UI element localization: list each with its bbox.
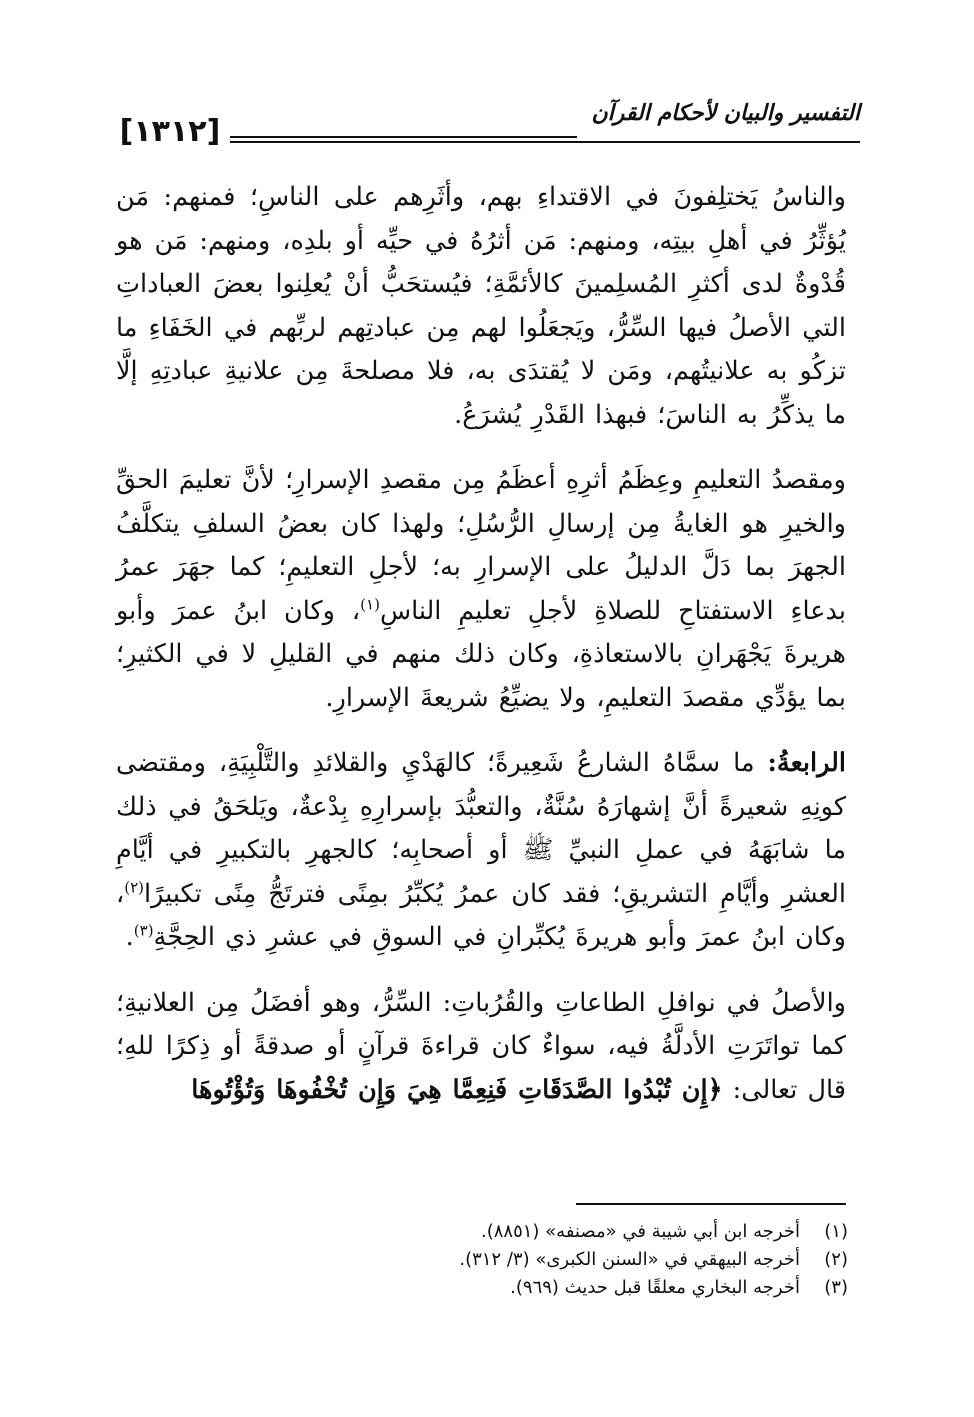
page-header — [110, 88, 860, 148]
paragraph-3 — [116, 742, 846, 960]
footnote-text: أخرجه البيهقي في «السنن الكبرى» (٣/ ٣١٢). — [459, 1249, 800, 1270]
footnotes-list — [128, 1218, 848, 1302]
footnote-ref-3: (٣) — [133, 921, 154, 940]
page-number: [١٣١٢] — [119, 113, 221, 149]
footnote-text: أخرجه البخاري معلقًا قبل حديث (٩٦٩). — [510, 1277, 800, 1298]
footnote-number: (٢) — [824, 1249, 848, 1270]
section-lead-fourth: الرابعةُ: — [767, 748, 846, 778]
footnote-separator — [576, 1203, 846, 1205]
main-text — [116, 176, 846, 1134]
paragraph-4 — [116, 982, 846, 1113]
footnote-text: أخرجه ابن أبي شيبة في «مصنفه» (٨٨٥١). — [480, 1221, 800, 1242]
footnote-item — [128, 1246, 848, 1274]
paragraph-2-text-a: ومقصدُ التعليمِ وعِظَمُ أثرِهِ أعظَمُ مِن مقصدِ الإسرارِ؛ لأنَّ تعليمَ الحقِّ والخيرِ هو الغايةُ مِن إرسالِ الرُّسُلِ؛ ولهذا كان بعضُ السلفِ يتكلَّفُ الجهرَ بما دَلَّ الدليلُ على الإسرارِ به؛ لأجلِ التعليمِ؛ كما جهَرَ عمرُ بدعاءِ الاستفتاحِ للصلاةِ لأجلِ تعليمِ الناسِ — [116, 465, 846, 626]
page-number-box — [110, 114, 230, 148]
paragraph-2 — [116, 459, 846, 720]
footnote-number: (٣) — [824, 1277, 848, 1298]
footnote-item — [128, 1218, 848, 1246]
footnote-ref-2: (٢) — [124, 878, 145, 896]
paragraph-2-text-b: ، وكان ابنُ عمرَ وأبو هريرةَ يَجْهَرانِ بالاستعاذةِ، وكان ذلك منهم في القليلِ لا في الكثيرِ؛ بما يؤدِّي مقصدَ التعليمِ، ولا يضيِّعُ شريعةَ الإسرارِ. — [116, 595, 846, 713]
footnote-ref-1: (١) — [360, 595, 380, 613]
quran-verse: ﴿إِن تُبْدُوا الصَّدَقَاتِ فَنِعِمَّا هِيَ وَإِن تُخْفُوهَا وَتُؤْتُوهَا — [191, 1074, 723, 1105]
paragraph-4-text: والأصلُ في نوافلِ الطاعاتِ والقُرُباتِ: السِّرُّ، وهو أفضَلُ مِن العلانيةِ؛ كما تواتَرَتِ الأدلَّةُ فيه، سواءٌ كان قراءةَ قرآنٍ أو صدقةً أو ذِكرًا للهِ؛ قال تعالى: — [116, 987, 846, 1105]
footnote-number: (١) — [824, 1221, 848, 1242]
paragraph-1: والناسُ يَختلِفونَ في الاقتداءِ بهم، وأثَرِهم على الناسِ؛ فمنهم: مَن يُؤثِّرُ في أهلِ بيتِه، ومنهم: مَن أثرُهُ في حيِّه أو بلدِه، ومنهم: مَن هو قُدْوةٌ لدى أكثرِ المُسلِمينَ كالأئمَّةِ؛ فيُستحَبُّ أنْ يُعلِنوا بعضَ العباداتِ التي الأصلُ فيها السِّرُّ، ويَجعَلُوا لهم مِن عبادتِهم لربِّهم في الخَفَاءِ ما تزكُو به علانيتُهم، ومَن لا يُقتدَى به، فلا مصلحةَ مِن علانيةِ عبادتِهِ إلَّا ما يذكِّرُ به الناسَ؛ فبهذا القَدْرِ يُشرَعُ. — [116, 182, 846, 430]
running-book-title: التفسير والبيان لأحكام القرآن — [577, 88, 860, 138]
paragraph-3-text-c: . — [125, 922, 134, 952]
paragraph-3-text-b: ، وكان ابنُ عمرَ وأبو هريرةَ يُكبِّرانِ في السوقِ في عشرِ ذي الحِجَّةِ — [116, 878, 846, 952]
paragraph-3-text-a: ما سمَّاهُ الشارعُ شَعِيرةً؛ كالهَدْيِ والقلائدِ والتَّلْبِيَةِ، ومقتضى كونِهِ شعيرةً أنَّ إشهارَهُ سُنَّةٌ، والتعبُّدَ بإسرارِهِ بِدْعةٌ، ويَلحَقُ في ذلك ما شابَهَهُ في عملِ النبيِّ ﷺ أو أصحابِه؛ كالجهرِ بالتكبيرِ في أيَّامِ العشرِ وأيَّامِ التشريقِ؛ فقد كان عمرُ يُكبِّرُ بمِنًى فترتَجُّ مِنًى تكبيرًا — [116, 748, 846, 909]
footnote-item — [128, 1274, 848, 1302]
